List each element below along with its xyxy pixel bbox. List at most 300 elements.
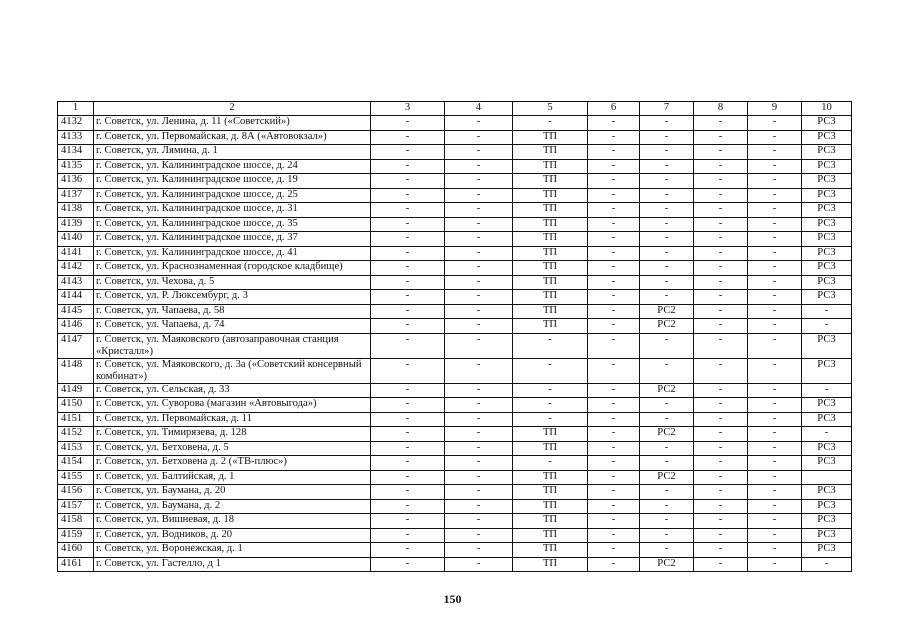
table-row: [58, 514, 852, 529]
value-cell-col-4: -: [445, 470, 513, 485]
value-cell-col-7: -: [640, 528, 694, 543]
value-cell-col-10: РС3: [802, 188, 852, 203]
address-cell: г. Советск, ул. Суворова (магазин «Автовыгода»): [94, 398, 371, 413]
table-row: [58, 456, 852, 471]
value-cell-col-4: -: [445, 333, 513, 358]
value-cell-col-8: -: [694, 203, 748, 218]
value-cell-col-4: -: [445, 319, 513, 334]
value-cell-col-9: -: [748, 203, 802, 218]
value-cell-col-10: РС3: [802, 159, 852, 174]
value-cell-col-7: -: [640, 290, 694, 305]
value-cell-col-7: -: [640, 174, 694, 189]
value-cell-col-9: -: [748, 217, 802, 232]
value-cell-col-5: -: [513, 383, 588, 398]
value-cell-col-5: ТП: [513, 217, 588, 232]
value-cell-col-4: -: [445, 275, 513, 290]
value-cell-col-10: РС3: [802, 145, 852, 160]
row-number-cell: 4143: [58, 275, 94, 290]
value-cell-col-10: РС3: [802, 174, 852, 189]
row-number-cell: 4137: [58, 188, 94, 203]
value-cell-col-6: -: [588, 383, 640, 398]
value-cell-col-4: -: [445, 203, 513, 218]
address-cell: г. Советск, ул. Калининградское шоссе, д. 25: [94, 188, 371, 203]
value-cell-col-3: -: [371, 485, 445, 500]
value-cell-col-3: -: [371, 217, 445, 232]
value-cell-col-10: РС3: [802, 485, 852, 500]
value-cell-col-6: -: [588, 246, 640, 261]
value-cell-col-10: -: [802, 304, 852, 319]
address-cell: г. Советск, ул. Водников, д. 20: [94, 528, 371, 543]
value-cell-col-10: -: [802, 319, 852, 334]
value-cell-col-6: -: [588, 304, 640, 319]
value-cell-col-6: -: [588, 116, 640, 131]
value-cell-col-9: -: [748, 116, 802, 131]
row-number-cell: 4161: [58, 557, 94, 572]
value-cell-col-10: РС3: [802, 528, 852, 543]
row-number-cell: 4156: [58, 485, 94, 500]
value-cell-col-7: РС2: [640, 319, 694, 334]
value-cell-col-8: -: [694, 275, 748, 290]
value-cell-col-5: ТП: [513, 543, 588, 558]
page-number: 150: [443, 592, 462, 606]
row-number-cell: 4144: [58, 290, 94, 305]
value-cell-col-3: -: [371, 398, 445, 413]
value-cell-col-5: -: [513, 456, 588, 471]
row-number-cell: 4158: [58, 514, 94, 529]
column-header-8: 8: [694, 102, 748, 116]
value-cell-col-6: -: [588, 290, 640, 305]
address-cell: г. Советск, ул. Р. Люксембург, д. 3: [94, 290, 371, 305]
column-header-3: 3: [371, 102, 445, 116]
value-cell-col-4: -: [445, 232, 513, 247]
value-cell-col-8: -: [694, 246, 748, 261]
registry-table: [57, 101, 852, 572]
row-number-cell: 4151: [58, 412, 94, 427]
value-cell-col-3: -: [371, 358, 445, 383]
table-row: [58, 304, 852, 319]
address-cell: г. Советск, ул. Бетховена, д. 5: [94, 441, 371, 456]
value-cell-col-6: -: [588, 217, 640, 232]
value-cell-col-9: -: [748, 130, 802, 145]
value-cell-col-8: -: [694, 412, 748, 427]
address-cell: г. Советск, ул. Тимирязева, д. 128: [94, 427, 371, 442]
address-cell: г. Советск, ул. Краснознаменная (городское кладбище): [94, 261, 371, 276]
value-cell-col-7: -: [640, 188, 694, 203]
value-cell-col-4: -: [445, 499, 513, 514]
value-cell-col-3: -: [371, 145, 445, 160]
value-cell-col-9: -: [748, 427, 802, 442]
table-row: [58, 383, 852, 398]
value-cell-col-9: -: [748, 261, 802, 276]
value-cell-col-9: -: [748, 358, 802, 383]
value-cell-col-6: -: [588, 145, 640, 160]
value-cell-col-6: -: [588, 188, 640, 203]
row-number-cell: 4136: [58, 174, 94, 189]
value-cell-col-4: -: [445, 456, 513, 471]
value-cell-col-8: -: [694, 290, 748, 305]
value-cell-col-3: -: [371, 528, 445, 543]
table-row: [58, 145, 852, 160]
table-row: [58, 398, 852, 413]
value-cell-col-4: -: [445, 217, 513, 232]
table-row: [58, 543, 852, 558]
address-cell: г. Советск, ул. Чехова, д. 5: [94, 275, 371, 290]
value-cell-col-3: -: [371, 441, 445, 456]
value-cell-col-8: -: [694, 485, 748, 500]
row-number-cell: 4132: [58, 116, 94, 131]
value-cell-col-9: -: [748, 333, 802, 358]
value-cell-col-4: -: [445, 188, 513, 203]
table-row: [58, 261, 852, 276]
value-cell-col-5: ТП: [513, 528, 588, 543]
value-cell-col-5: -: [513, 116, 588, 131]
value-cell-col-10: РС3: [802, 456, 852, 471]
value-cell-col-6: -: [588, 427, 640, 442]
value-cell-col-6: -: [588, 319, 640, 334]
value-cell-col-10: РС3: [802, 130, 852, 145]
value-cell-col-3: -: [371, 543, 445, 558]
value-cell-col-3: -: [371, 456, 445, 471]
value-cell-col-8: -: [694, 130, 748, 145]
value-cell-col-6: -: [588, 557, 640, 572]
value-cell-col-10: РС3: [802, 116, 852, 131]
value-cell-col-4: -: [445, 261, 513, 276]
column-header-10: 10: [802, 102, 852, 116]
value-cell-col-8: -: [694, 232, 748, 247]
value-cell-col-10: -: [802, 557, 852, 572]
value-cell-col-8: -: [694, 319, 748, 334]
row-number-cell: 4138: [58, 203, 94, 218]
value-cell-col-10: РС3: [802, 333, 852, 358]
value-cell-col-6: -: [588, 514, 640, 529]
value-cell-col-5: ТП: [513, 557, 588, 572]
value-cell-col-4: -: [445, 427, 513, 442]
value-cell-col-7: РС2: [640, 427, 694, 442]
value-cell-col-6: -: [588, 543, 640, 558]
value-cell-col-8: -: [694, 383, 748, 398]
value-cell-col-3: -: [371, 246, 445, 261]
table-row: [58, 441, 852, 456]
value-cell-col-7: -: [640, 441, 694, 456]
table-row: [58, 232, 852, 247]
value-cell-col-8: -: [694, 427, 748, 442]
value-cell-col-7: -: [640, 261, 694, 276]
table-row: [58, 217, 852, 232]
row-number-cell: 4146: [58, 319, 94, 334]
table-row: [58, 130, 852, 145]
table-row: [58, 499, 852, 514]
table-row: [58, 174, 852, 189]
row-number-cell: 4157: [58, 499, 94, 514]
value-cell-col-8: -: [694, 456, 748, 471]
value-cell-col-3: -: [371, 383, 445, 398]
value-cell-col-4: -: [445, 441, 513, 456]
table-row: [58, 188, 852, 203]
value-cell-col-10: [802, 470, 852, 485]
value-cell-col-10: РС3: [802, 232, 852, 247]
value-cell-col-10: РС3: [802, 441, 852, 456]
value-cell-col-5: ТП: [513, 246, 588, 261]
value-cell-col-9: -: [748, 543, 802, 558]
value-cell-col-6: -: [588, 456, 640, 471]
value-cell-col-3: -: [371, 188, 445, 203]
table-row: [58, 319, 852, 334]
value-cell-col-9: -: [748, 383, 802, 398]
value-cell-col-6: -: [588, 261, 640, 276]
value-cell-col-7: -: [640, 514, 694, 529]
value-cell-col-8: -: [694, 304, 748, 319]
row-number-cell: 4140: [58, 232, 94, 247]
value-cell-col-9: -: [748, 485, 802, 500]
value-cell-col-9: -: [748, 441, 802, 456]
value-cell-col-8: -: [694, 441, 748, 456]
value-cell-col-4: -: [445, 174, 513, 189]
value-cell-col-10: РС3: [802, 412, 852, 427]
value-cell-col-10: РС3: [802, 275, 852, 290]
value-cell-col-6: -: [588, 275, 640, 290]
value-cell-col-6: -: [588, 412, 640, 427]
value-cell-col-5: ТП: [513, 275, 588, 290]
value-cell-col-9: -: [748, 456, 802, 471]
column-header-2: 2: [94, 102, 371, 116]
address-cell: г. Советск, ул. Калининградское шоссе, д. 35: [94, 217, 371, 232]
value-cell-col-8: -: [694, 174, 748, 189]
value-cell-col-9: -: [748, 188, 802, 203]
value-cell-col-7: -: [640, 217, 694, 232]
column-header-4: 4: [445, 102, 513, 116]
value-cell-col-7: -: [640, 145, 694, 160]
row-number-cell: 4135: [58, 159, 94, 174]
value-cell-col-4: -: [445, 304, 513, 319]
row-number-cell: 4142: [58, 261, 94, 276]
value-cell-col-7: -: [640, 456, 694, 471]
value-cell-col-7: -: [640, 246, 694, 261]
value-cell-col-7: -: [640, 232, 694, 247]
value-cell-col-6: -: [588, 159, 640, 174]
value-cell-col-3: -: [371, 203, 445, 218]
value-cell-col-4: -: [445, 543, 513, 558]
row-number-cell: 4134: [58, 145, 94, 160]
value-cell-col-9: -: [748, 246, 802, 261]
column-header-7: 7: [640, 102, 694, 116]
row-number-cell: 4150: [58, 398, 94, 413]
address-cell: г. Советск, ул. Чапаева, д. 74: [94, 319, 371, 334]
value-cell-col-9: -: [748, 319, 802, 334]
table-row: [58, 358, 852, 383]
value-cell-col-9: -: [748, 145, 802, 160]
value-cell-col-4: -: [445, 246, 513, 261]
value-cell-col-6: -: [588, 441, 640, 456]
value-cell-col-4: -: [445, 290, 513, 305]
value-cell-col-3: -: [371, 174, 445, 189]
value-cell-col-3: -: [371, 232, 445, 247]
value-cell-col-10: РС3: [802, 246, 852, 261]
row-number-cell: 4133: [58, 130, 94, 145]
address-cell: г. Советск, ул. Баумана, д. 2: [94, 499, 371, 514]
value-cell-col-3: -: [371, 116, 445, 131]
value-cell-col-3: -: [371, 261, 445, 276]
value-cell-col-4: -: [445, 383, 513, 398]
value-cell-col-5: ТП: [513, 130, 588, 145]
value-cell-col-10: РС3: [802, 261, 852, 276]
value-cell-col-4: -: [445, 412, 513, 427]
value-cell-col-3: -: [371, 275, 445, 290]
value-cell-col-8: -: [694, 543, 748, 558]
value-cell-col-6: -: [588, 470, 640, 485]
row-number-cell: 4159: [58, 528, 94, 543]
value-cell-col-7: РС2: [640, 470, 694, 485]
value-cell-col-8: -: [694, 159, 748, 174]
value-cell-col-3: -: [371, 427, 445, 442]
value-cell-col-4: -: [445, 485, 513, 500]
value-cell-col-6: -: [588, 358, 640, 383]
value-cell-col-9: -: [748, 470, 802, 485]
value-cell-col-9: -: [748, 514, 802, 529]
table-row: [58, 203, 852, 218]
value-cell-col-7: РС2: [640, 557, 694, 572]
value-cell-col-4: -: [445, 358, 513, 383]
table-row: [58, 275, 852, 290]
value-cell-col-7: -: [640, 130, 694, 145]
value-cell-col-7: -: [640, 275, 694, 290]
value-cell-col-5: -: [513, 333, 588, 358]
column-header-5: 5: [513, 102, 588, 116]
table-header-row: [58, 102, 852, 116]
value-cell-col-10: -: [802, 383, 852, 398]
value-cell-col-5: ТП: [513, 261, 588, 276]
value-cell-col-8: -: [694, 333, 748, 358]
value-cell-col-5: ТП: [513, 485, 588, 500]
column-header-9: 9: [748, 102, 802, 116]
value-cell-col-6: -: [588, 485, 640, 500]
table-row: [58, 528, 852, 543]
table-row: [58, 470, 852, 485]
value-cell-col-8: -: [694, 188, 748, 203]
value-cell-col-4: -: [445, 130, 513, 145]
address-cell: г. Советск, ул. Первомайская, д. 8А («Автовокзал»): [94, 130, 371, 145]
address-cell: г. Советск, ул. Калининградское шоссе, д. 31: [94, 203, 371, 218]
value-cell-col-10: РС3: [802, 398, 852, 413]
column-header-1: 1: [58, 102, 94, 116]
value-cell-col-6: -: [588, 203, 640, 218]
value-cell-col-9: -: [748, 159, 802, 174]
table-row: [58, 333, 852, 358]
value-cell-col-9: -: [748, 398, 802, 413]
table-row: [58, 557, 852, 572]
row-number-cell: 4154: [58, 456, 94, 471]
value-cell-col-6: -: [588, 528, 640, 543]
value-cell-col-9: -: [748, 290, 802, 305]
value-cell-col-3: -: [371, 319, 445, 334]
value-cell-col-8: -: [694, 499, 748, 514]
value-cell-col-5: ТП: [513, 174, 588, 189]
value-cell-col-4: -: [445, 514, 513, 529]
value-cell-col-6: -: [588, 398, 640, 413]
value-cell-col-5: ТП: [513, 159, 588, 174]
address-cell: г. Советск, ул. Воронежская, д. 1: [94, 543, 371, 558]
address-cell: г. Советск, ул. Сельская, д. 33: [94, 383, 371, 398]
address-cell: г. Советск, ул. Первомайская, д. 11: [94, 412, 371, 427]
value-cell-col-7: -: [640, 543, 694, 558]
table-row: [58, 412, 852, 427]
value-cell-col-5: ТП: [513, 203, 588, 218]
value-cell-col-5: ТП: [513, 441, 588, 456]
value-cell-col-5: -: [513, 358, 588, 383]
value-cell-col-4: -: [445, 528, 513, 543]
address-cell: г. Советск, ул. Баумана, д. 20: [94, 485, 371, 500]
value-cell-col-6: -: [588, 333, 640, 358]
value-cell-col-9: -: [748, 528, 802, 543]
address-cell: г. Советск, ул. Калининградское шоссе, д. 24: [94, 159, 371, 174]
value-cell-col-8: -: [694, 217, 748, 232]
row-number-cell: 4160: [58, 543, 94, 558]
value-cell-col-7: -: [640, 398, 694, 413]
address-cell: г. Советск, ул. Чапаева, д. 58: [94, 304, 371, 319]
value-cell-col-9: -: [748, 174, 802, 189]
value-cell-col-10: -: [802, 427, 852, 442]
value-cell-col-4: -: [445, 145, 513, 160]
value-cell-col-3: -: [371, 470, 445, 485]
value-cell-col-8: -: [694, 514, 748, 529]
value-cell-col-7: -: [640, 499, 694, 514]
value-cell-col-6: -: [588, 232, 640, 247]
value-cell-col-9: -: [748, 275, 802, 290]
value-cell-col-5: -: [513, 412, 588, 427]
address-cell: г. Советск, ул. Вишневая, д. 18: [94, 514, 371, 529]
table-body: [58, 116, 852, 572]
address-cell: г. Советск, ул. Маяковского (автозаправочная станция «Кристалл»): [94, 333, 371, 358]
address-cell: г. Советск, ул. Гастелло, д 1: [94, 557, 371, 572]
value-cell-col-10: РС3: [802, 203, 852, 218]
value-cell-col-7: -: [640, 159, 694, 174]
value-cell-col-9: -: [748, 304, 802, 319]
address-cell: г. Советск, ул. Калининградское шоссе, д. 41: [94, 246, 371, 261]
value-cell-col-9: -: [748, 412, 802, 427]
table-row: [58, 246, 852, 261]
table-row: [58, 116, 852, 131]
row-number-cell: 4152: [58, 427, 94, 442]
value-cell-col-5: ТП: [513, 499, 588, 514]
value-cell-col-8: -: [694, 358, 748, 383]
table-row: [58, 485, 852, 500]
value-cell-col-4: -: [445, 116, 513, 131]
value-cell-col-7: -: [640, 485, 694, 500]
value-cell-col-8: -: [694, 261, 748, 276]
value-cell-col-5: ТП: [513, 188, 588, 203]
value-cell-col-8: -: [694, 145, 748, 160]
value-cell-col-4: -: [445, 557, 513, 572]
row-number-cell: 4148: [58, 358, 94, 383]
value-cell-col-3: -: [371, 290, 445, 305]
address-cell: г. Советск, ул. Маяковского, д. 3а («Советский консервный комбинат»): [94, 358, 371, 383]
value-cell-col-3: -: [371, 514, 445, 529]
value-cell-col-6: -: [588, 130, 640, 145]
value-cell-col-5: ТП: [513, 304, 588, 319]
table-row: [58, 427, 852, 442]
address-cell: г. Советск, ул. Бетховена д. 2 («ТВ-плюс»): [94, 456, 371, 471]
value-cell-col-7: -: [640, 333, 694, 358]
value-cell-col-4: -: [445, 159, 513, 174]
value-cell-col-8: -: [694, 528, 748, 543]
row-number-cell: 4153: [58, 441, 94, 456]
value-cell-col-8: -: [694, 116, 748, 131]
value-cell-col-3: -: [371, 557, 445, 572]
value-cell-col-5: ТП: [513, 232, 588, 247]
value-cell-col-5: -: [513, 398, 588, 413]
value-cell-col-3: -: [371, 304, 445, 319]
value-cell-col-10: РС3: [802, 217, 852, 232]
value-cell-col-7: РС2: [640, 304, 694, 319]
